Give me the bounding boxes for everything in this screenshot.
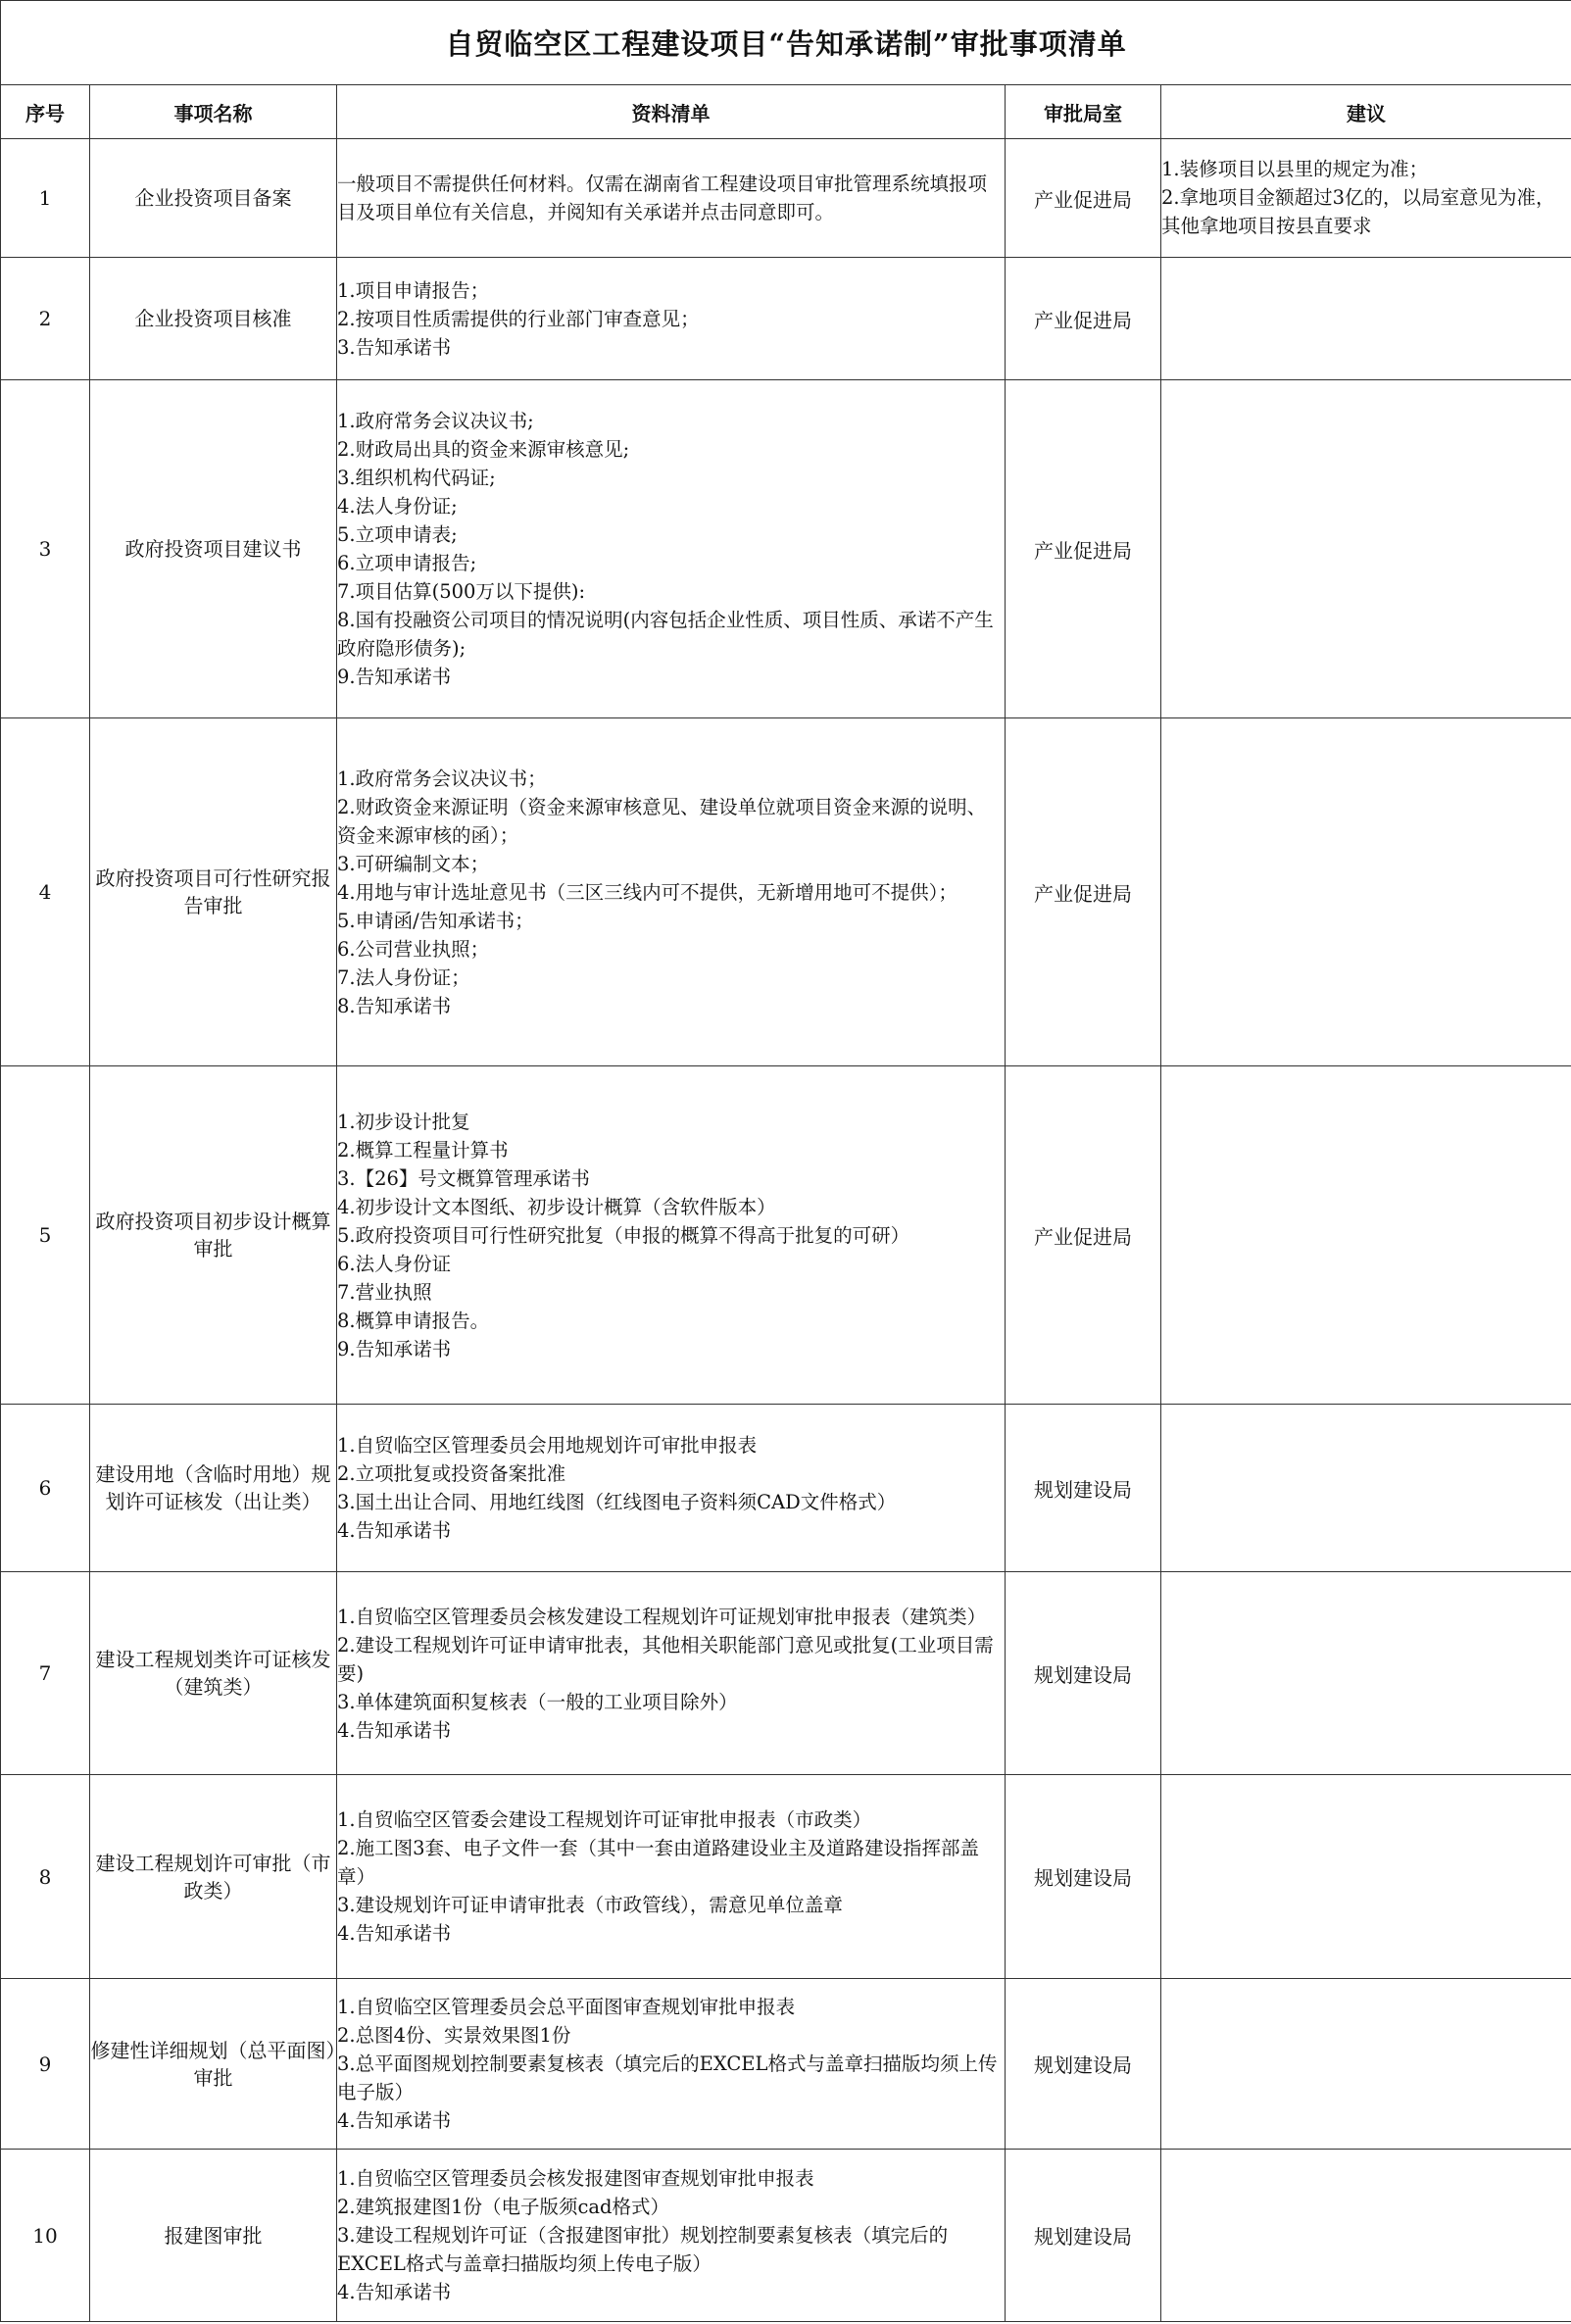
materials-list xyxy=(337,139,1006,258)
row-number: 2 xyxy=(1,258,90,380)
material-item: 1.初步设计批复 xyxy=(337,1110,470,1133)
material-item: 3.总平面图规划控制要素复核表（填完后的EXCEL格式与盖章扫描版均须上传电子版） xyxy=(337,2052,998,2103)
approval-dept: 规划建设局 xyxy=(1006,1572,1161,1775)
material-item: 3.建设规划许可证申请审批表（市政管线），需意见单位盖章 xyxy=(337,1894,843,1916)
material-item: 6.立项申请报告; xyxy=(337,552,477,574)
row-number: 7 xyxy=(1,1572,90,1775)
material-item: 2.建设工程规划许可证申请审批表，其他相关职能部门意见或批复(工业项目需要) xyxy=(337,1633,994,1685)
material-item: 4.告知承诺书 xyxy=(337,2281,452,2303)
material-item: 3.建设工程规划许可证（含报建图审批）规划控制要素复核表（填完后的EXCEL格式与盖章扫描版均须上传电子版） xyxy=(337,2224,949,2275)
table-row xyxy=(1,1066,1571,1405)
material-item: 2.概算工程量计算书 xyxy=(337,1138,509,1162)
material-item: 9.告知承诺书 xyxy=(337,1337,452,1360)
materials-list xyxy=(337,1066,1006,1405)
materials-list xyxy=(337,2150,1006,2322)
row-number: 8 xyxy=(1,1775,90,1979)
suggestion-cell xyxy=(1161,258,1571,380)
materials-list xyxy=(337,1979,1006,2150)
table-body xyxy=(1,139,1571,2322)
approval-dept: 规划建设局 xyxy=(1006,1405,1161,1572)
suggestion-item: 1.装修项目以县里的规定为准； xyxy=(1161,158,1429,180)
material-item: 2.财政局出具的资金来源审核意见; xyxy=(337,438,630,461)
row-number: 4 xyxy=(1,718,90,1066)
material-item: 2.立项批复或投资备案批准 xyxy=(337,1462,566,1485)
suggestion-cell xyxy=(1161,380,1571,718)
material-item: 7.法人身份证； xyxy=(337,965,470,989)
approval-dept: 产业促进局 xyxy=(1006,380,1161,718)
approval-dept: 产业促进局 xyxy=(1006,718,1161,1066)
material-item: 3.【26】号文概算管理承诺书 xyxy=(337,1166,590,1190)
header-row xyxy=(1,85,1571,139)
row-number: 9 xyxy=(1,1979,90,2150)
material-item: 3.告知承诺书 xyxy=(337,335,452,359)
suggestion-cell xyxy=(1161,2150,1571,2322)
item-name: 建设工程规划许可审批（市政类） xyxy=(90,1775,337,1979)
approval-dept: 产业促进局 xyxy=(1006,258,1161,380)
material-item: 4.初步设计文本图纸、初步设计概算（含软件版本） xyxy=(337,1195,776,1218)
row-number: 10 xyxy=(1,2150,90,2322)
approval-dept: 产业促进局 xyxy=(1006,139,1161,258)
material-item: 5.政府投资项目可行性研究批复（申报的概算不得高于批复的可研） xyxy=(337,1223,910,1247)
approval-dept: 产业促进局 xyxy=(1006,1066,1161,1405)
header-materials: 资料清单 xyxy=(337,85,1006,139)
material-item: 2.建筑报建图1份（电子版须cad格式） xyxy=(337,2196,670,2218)
material-item: 4.告知承诺书 xyxy=(337,2109,452,2132)
material-item: 9.告知承诺书 xyxy=(337,666,452,688)
header-name: 事项名称 xyxy=(90,85,337,139)
material-item: 3.国土出让合同、用地红线图（红线图电子资料须CAD文件格式） xyxy=(337,1491,897,1513)
material-item: 2.总图4份、实景效果图1份 xyxy=(337,2024,571,2047)
material-item: 4.用地与审计选址意见书（三区三线内可不提供，无新增用地可不提供）； xyxy=(337,880,957,904)
material-item: 6.法人身份证 xyxy=(337,1252,452,1275)
row-number: 6 xyxy=(1,1405,90,1572)
sheet-title: 自贸临空区工程建设项目“告知承诺制”审批事项清单 xyxy=(1,1,1571,85)
row-number: 1 xyxy=(1,139,90,258)
material-item: 8.概算申请报告。 xyxy=(337,1309,490,1332)
material-item: 4.告知承诺书 xyxy=(337,1922,452,1945)
material-item: 一般项目不需提供任何材料。仅需在湖南省工程建设项目审批管理系统填报项目及项目单位有关信息，并阅知有关承诺并点击同意即可。 xyxy=(337,173,988,223)
material-item: 1.自贸临空区管理委员会总平面图审查规划审批申报表 xyxy=(337,1996,796,2018)
materials-list xyxy=(337,1405,1006,1572)
materials-list xyxy=(337,258,1006,380)
approval-dept: 规划建设局 xyxy=(1006,2150,1161,2322)
header-dept: 审批局室 xyxy=(1006,85,1161,139)
item-name: 企业投资项目备案 xyxy=(90,139,337,258)
item-name: 政府投资项目可行性研究报告审批 xyxy=(90,718,337,1066)
row-number: 3 xyxy=(1,380,90,718)
materials-list xyxy=(337,1572,1006,1775)
material-item: 3.单体建筑面积复核表（一般的工业项目除外） xyxy=(337,1690,738,1713)
table-row xyxy=(1,258,1571,380)
table-row xyxy=(1,139,1571,258)
row-number: 5 xyxy=(1,1066,90,1405)
material-item: 4.法人身份证; xyxy=(337,495,458,518)
material-item: 1.自贸临空区管理委员会核发建设工程规划许可证规划审批申报表（建筑类） xyxy=(337,1605,987,1628)
suggestion-cell xyxy=(1161,1066,1571,1405)
material-item: 7.项目估算(500万以下提供): xyxy=(337,580,586,603)
material-item: 1.项目申请报告； xyxy=(337,278,490,302)
material-item: 6.公司营业执照； xyxy=(337,937,490,961)
material-item: 2.按项目性质需提供的行业部门审查意见； xyxy=(337,307,700,330)
material-item: 1.自贸临空区管委会建设工程规划许可证审批申报表（市政类） xyxy=(337,1808,872,1831)
suggestion-item: 2.拿地项目金额超过3亿的，以局室意见为准，其他拿地项目按县直要求 xyxy=(1161,186,1555,237)
material-item: 4.告知承诺书 xyxy=(337,1519,452,1542)
table-row xyxy=(1,2150,1571,2322)
suggestion-cell xyxy=(1161,139,1571,258)
material-item: 3.组织机构代码证; xyxy=(337,467,496,489)
table-row xyxy=(1,718,1571,1066)
table-row xyxy=(1,1572,1571,1775)
table-row xyxy=(1,1405,1571,1572)
table-row xyxy=(1,1775,1571,1979)
material-item: 8.国有投融资公司项目的情况说明(内容包括企业性质、项目性质、承诺不产生政府隐形债务); xyxy=(337,609,994,660)
item-name: 政府投资项目建议书 xyxy=(90,380,337,718)
materials-list xyxy=(337,718,1006,1066)
suggestion-cell xyxy=(1161,1775,1571,1979)
item-name: 报建图审批 xyxy=(90,2150,337,2322)
header-suggestion: 建议 xyxy=(1161,85,1571,139)
header-num: 序号 xyxy=(1,85,90,139)
materials-list xyxy=(337,1775,1006,1979)
material-item: 7.营业执照 xyxy=(337,1280,432,1304)
item-name: 政府投资项目初步设计概算审批 xyxy=(90,1066,337,1405)
suggestion-cell xyxy=(1161,1572,1571,1775)
material-item: 2.财政资金来源证明（资金来源审核意见、建设单位就项目资金来源的说明、资金来源审核的函）； xyxy=(337,795,987,847)
material-item: 3.可研编制文本； xyxy=(337,852,490,875)
material-item: 4.告知承诺书 xyxy=(337,1718,452,1742)
suggestion-cell xyxy=(1161,1979,1571,2150)
table-row xyxy=(1,380,1571,718)
suggestion-cell xyxy=(1161,718,1571,1066)
material-item: 5.立项申请表; xyxy=(337,523,458,546)
material-item: 8.告知承诺书 xyxy=(337,994,452,1017)
materials-list xyxy=(337,380,1006,718)
material-item: 1.政府常务会议决议书; xyxy=(337,410,534,432)
approval-dept: 规划建设局 xyxy=(1006,1775,1161,1979)
item-name: 建设用地（含临时用地）规划许可证核发（出让类） xyxy=(90,1405,337,1572)
item-name: 修建性详细规划（总平面图）审批 xyxy=(90,1979,337,2150)
item-name: 企业投资项目核准 xyxy=(90,258,337,380)
material-item: 1.政府常务会议决议书； xyxy=(337,766,547,790)
approval-dept: 规划建设局 xyxy=(1006,1979,1161,2150)
material-item: 5.申请函/告知承诺书； xyxy=(337,909,534,932)
material-item: 1.自贸临空区管理委员会核发报建图审查规划审批申报表 xyxy=(337,2167,814,2190)
item-name: 建设工程规划类许可证核发（建筑类） xyxy=(90,1572,337,1775)
suggestion-cell xyxy=(1161,1405,1571,1572)
material-item: 1.自贸临空区管理委员会用地规划许可审批申报表 xyxy=(337,1434,758,1457)
table-row xyxy=(1,1979,1571,2150)
material-item: 2.施工图3套、电子文件一套（其中一套由道路建设业主及道路建设指挥部盖章） xyxy=(337,1837,980,1888)
